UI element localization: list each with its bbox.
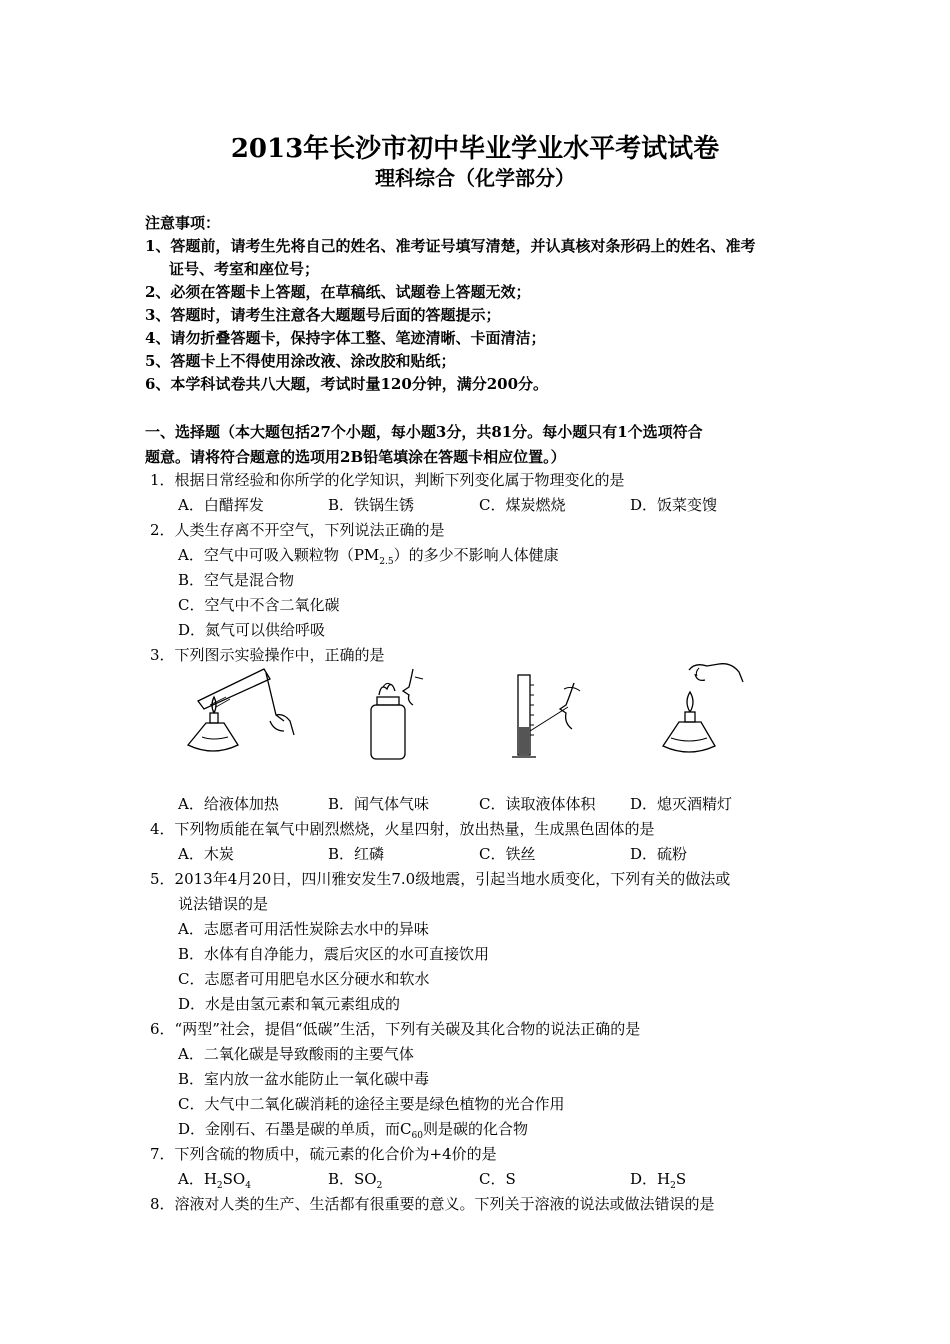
q3-option-c: C．读取液体体积 [479,795,596,813]
q2-option-a: A．空气中可吸入颗粒物$(PM_{2.5})$的多少不影响人体健康 [178,546,559,567]
question-4-stem: 4．下列物质能在氧气中剧烈燃烧，火星四射，放出热量，生成黑色固体的是 [150,820,655,838]
q1-option-a: A．白醋挥发 [178,496,264,514]
note-item: 6、本学科试卷共八大题，考试时量120分钟，满分200分。 [145,375,549,393]
q5-option-a: A．志愿者可用活性炭除去水中的异味 [178,920,429,938]
q7-option-a: A．$H_2SO_4$ [178,1170,251,1191]
q1-option-b: B．铁锅生锈 [328,496,415,514]
q5-option-d: D．水是由氢元素和氧元素组成的 [178,995,401,1013]
question-3-stem: 3．下列图示实验操作中，正确的是 [150,646,385,664]
question-1-stem: 1．根据日常经验和你所学的化学知识，判断下列变化属于物理变化的是 [150,471,625,489]
q6-option-a: A．二氧化碳是导致酸雨的主要气体 [178,1045,414,1063]
notes-block [145,212,815,396]
note-item: 2、必须在答题卡上答题，在草稿纸、试题卷上答题无效； [145,283,531,301]
q1-option-d: D．饭菜变馊 [630,496,718,514]
q6-option-d: D．金刚石、石墨是碳的单质，而$C_{60}$则是碳的化合物 [178,1120,528,1141]
exam-subtitle: 理科综合（化学部分） [375,166,575,190]
q4-option-c: C．铁丝 [479,845,536,863]
section-line: 一、选择题（本大题包括27个小题，每小题3分，共81分。每小题只有1个选项符合 [145,423,703,441]
q7-option-d: D．$H_2S$ [630,1170,687,1191]
q2-option-d: D．氮气可以供给呼吸 [178,621,326,639]
note-item: 1、答题前，请考生先将自己的姓名、准考证号填写清楚，并认真核对条形码上的姓名、准考 [145,237,756,255]
q3-option-d: D．熄灭酒精灯 [630,795,733,813]
question-2-stem: 2．人类生存离不开空气，下列说法正确的是 [150,521,445,539]
q6-option-b: B．室内放一盆水能防止一氧化碳中毒 [178,1070,430,1088]
q6-option-c: C．大气中二氧化碳消耗的途径主要是绿色植物的光合作用 [178,1095,565,1113]
q1-option-c: C．煤炭燃烧 [479,496,566,514]
q4-option-b: B．红磷 [328,845,385,863]
note-item: 5、答题卡上不得使用涂改液、涂改胶和贴纸； [145,352,456,370]
heating-liquid-illustration [180,665,300,765]
note-item: 证号、考室和座位号； [169,260,320,278]
section-line: 题意。请将符合题意的选项用2B铅笔填涂在答题卡相应位置。） [145,448,566,466]
smelling-gas-illustration [365,665,445,765]
q5-option-b: B．水体有自净能力，震后灾区的水可直接饮用 [178,945,490,963]
q4-option-d: D．硫粉 [630,845,688,863]
q5-option-c: C．志愿者可用肥皂水区分硬水和软水 [178,970,430,988]
section-heading [145,420,815,470]
question-5-stem-cont: 说法错误的是 [178,895,269,913]
q7-option-b: B．$SO_2$ [328,1170,383,1191]
q4-option-a: A．木炭 [178,845,234,863]
notes-heading: 注意事项： [145,214,221,232]
reading-volume-illustration [510,665,610,765]
question-5-stem: 5．2013年4月20日，四川雅安发生7.0级地震，引起当地水质变化，下列有关的做法或 [150,870,731,888]
note-item: 3、答题时，请考生注意各大题题号后面的答题提示； [145,306,501,324]
question-7-stem: 7．下列含硫的物质中，硫元素的化合价为+4价的是 [150,1145,497,1163]
q3-option-a: A．给液体加热 [178,795,279,813]
q3-option-b: B．闻气体气味 [328,795,430,813]
note-item: 4、请勿折叠答题卡，保持字体工整、笔迹清晰、卡面清洁； [145,329,546,347]
alcohol-lamp-illustration [655,658,750,763]
q2-option-c: C．空气中不含二氧化碳 [178,596,340,614]
q7-option-c: C．S [479,1170,516,1188]
question-8-stem: 8．溶液对人类的生产、生活都有很重要的意义。下列关于溶液的说法或做法错误的是 [150,1195,715,1213]
q2-option-b: B．空气是混合物 [178,571,295,589]
exam-title: 2013年长沙市初中毕业学业水平考试试卷 [230,134,720,164]
question-6-stem: 6．“两型”社会，提倡“低碳”生活，下列有关碳及其化合物的说法正确的是 [150,1020,641,1038]
